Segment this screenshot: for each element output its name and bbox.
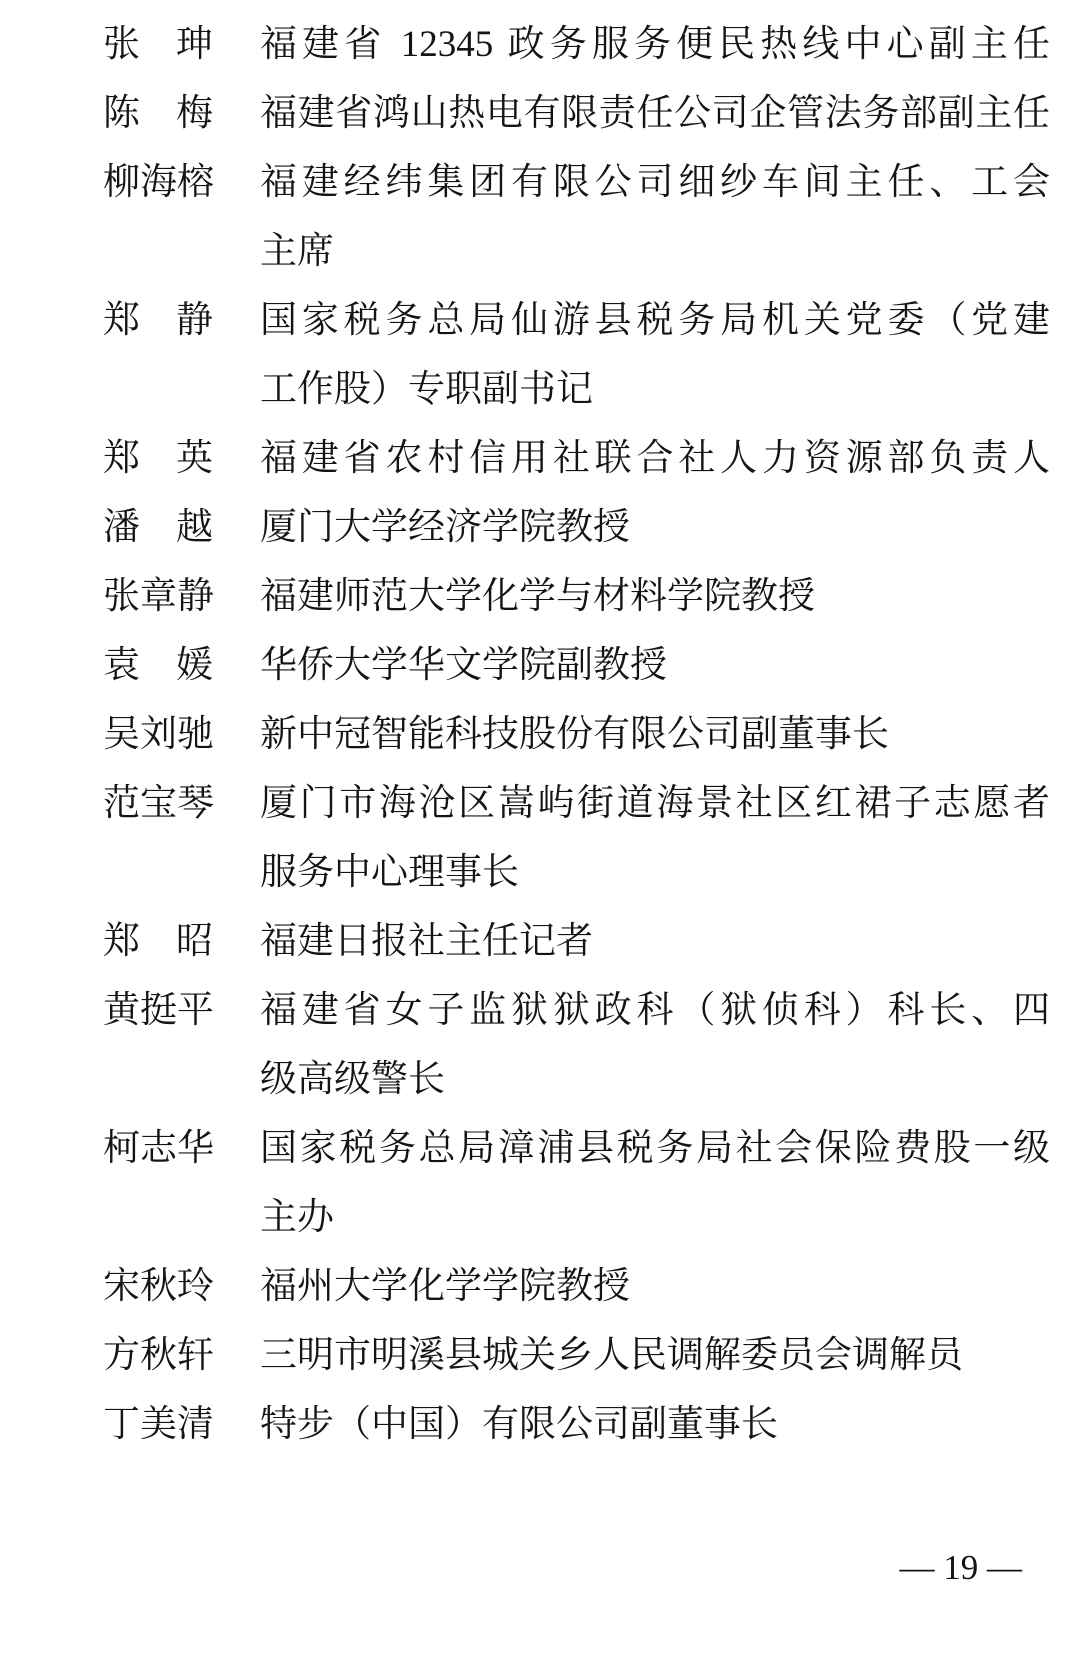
person-name: 黄挺平	[103, 990, 214, 1031]
person-name: 宋秋玲	[103, 1266, 214, 1307]
list-item	[103, 631, 1050, 700]
person-name: 范宝琴	[103, 783, 214, 824]
person-title	[260, 976, 1050, 1114]
description-line: 福建省女子监狱狱政科（狱侦科）科长、四	[260, 990, 1050, 1031]
list-item	[103, 1114, 1050, 1252]
list-item	[103, 1390, 1050, 1459]
description-line: 福建经纬集团有限公司细纱车间主任、工会	[260, 162, 1050, 203]
person-name: 吴刘驰	[103, 714, 214, 755]
person-name: 陈梅	[103, 93, 213, 134]
person-title	[260, 148, 1050, 286]
list-item	[103, 769, 1050, 907]
person-title	[260, 907, 1050, 976]
person-name: 袁媛	[103, 645, 213, 686]
person-title	[260, 1390, 1050, 1459]
list-item	[103, 976, 1050, 1114]
description-line: 级高级警长	[260, 1059, 445, 1100]
description-line: 特步（中国）有限公司副董事长	[260, 1404, 778, 1445]
person-name: 张章静	[103, 576, 214, 617]
description-line: 厦门市海沧区嵩屿街道海景社区红裙子志愿者	[260, 783, 1050, 824]
person-name: 丁美清	[103, 1404, 214, 1445]
list-item	[103, 1252, 1050, 1321]
person-title	[260, 1252, 1050, 1321]
description-line: 服务中心理事长	[260, 852, 519, 893]
person-title	[260, 769, 1050, 907]
person-name: 柯志华	[103, 1128, 214, 1169]
person-name: 张珅	[103, 24, 213, 65]
person-name: 郑英	[103, 438, 213, 479]
description-line: 新中冠智能科技股份有限公司副董事长	[260, 714, 889, 755]
person-title	[260, 286, 1050, 424]
description-line: 厦门大学经济学院教授	[260, 507, 630, 548]
person-title	[260, 493, 1050, 562]
description-line: 工作股）专职副书记	[260, 369, 593, 410]
person-title	[260, 1114, 1050, 1252]
description-line: 主席	[260, 231, 334, 272]
person-title	[260, 700, 1050, 769]
person-name: 潘越	[103, 507, 213, 548]
person-name: 柳海榕	[103, 162, 214, 203]
person-name: 郑静	[103, 300, 213, 341]
list-item	[103, 148, 1050, 286]
person-title	[260, 1321, 1050, 1390]
description-line: 国家税务总局仙游县税务局机关党委（党建	[260, 300, 1050, 341]
honoree-list	[103, 10, 1050, 1459]
description-line: 福建省鸿山热电有限责任公司企管法务部副主任	[260, 93, 1050, 134]
list-item	[103, 562, 1050, 631]
person-name: 郑昭	[103, 921, 213, 962]
description-line: 三明市明溪县城关乡人民调解委员会调解员	[260, 1335, 963, 1376]
description-line: 福建师范大学化学与材料学院教授	[260, 576, 815, 617]
list-item	[103, 493, 1050, 562]
description-line: 福州大学化学学院教授	[260, 1266, 630, 1307]
description-line: 福建省 12345 政务服务便民热线中心副主任	[260, 24, 1050, 65]
person-title	[260, 79, 1050, 148]
person-title	[260, 424, 1050, 493]
description-line: 国家税务总局漳浦县税务局社会保险费股一级	[260, 1128, 1050, 1169]
person-title	[260, 631, 1050, 700]
list-item	[103, 700, 1050, 769]
list-item	[103, 424, 1050, 493]
person-name: 方秋轩	[103, 1335, 214, 1376]
list-item	[103, 907, 1050, 976]
list-item	[103, 10, 1050, 79]
person-title	[260, 562, 1050, 631]
description-line: 主办	[260, 1197, 334, 1238]
description-line: 华侨大学华文学院副教授	[260, 645, 667, 686]
list-item	[103, 1321, 1050, 1390]
person-title	[260, 10, 1050, 79]
list-item	[103, 286, 1050, 424]
description-line: 福建省农村信用社联合社人力资源部负责人	[260, 438, 1050, 479]
list-item	[103, 79, 1050, 148]
description-line: 福建日报社主任记者	[260, 921, 593, 962]
page-number: — 19 —	[899, 1548, 1022, 1587]
